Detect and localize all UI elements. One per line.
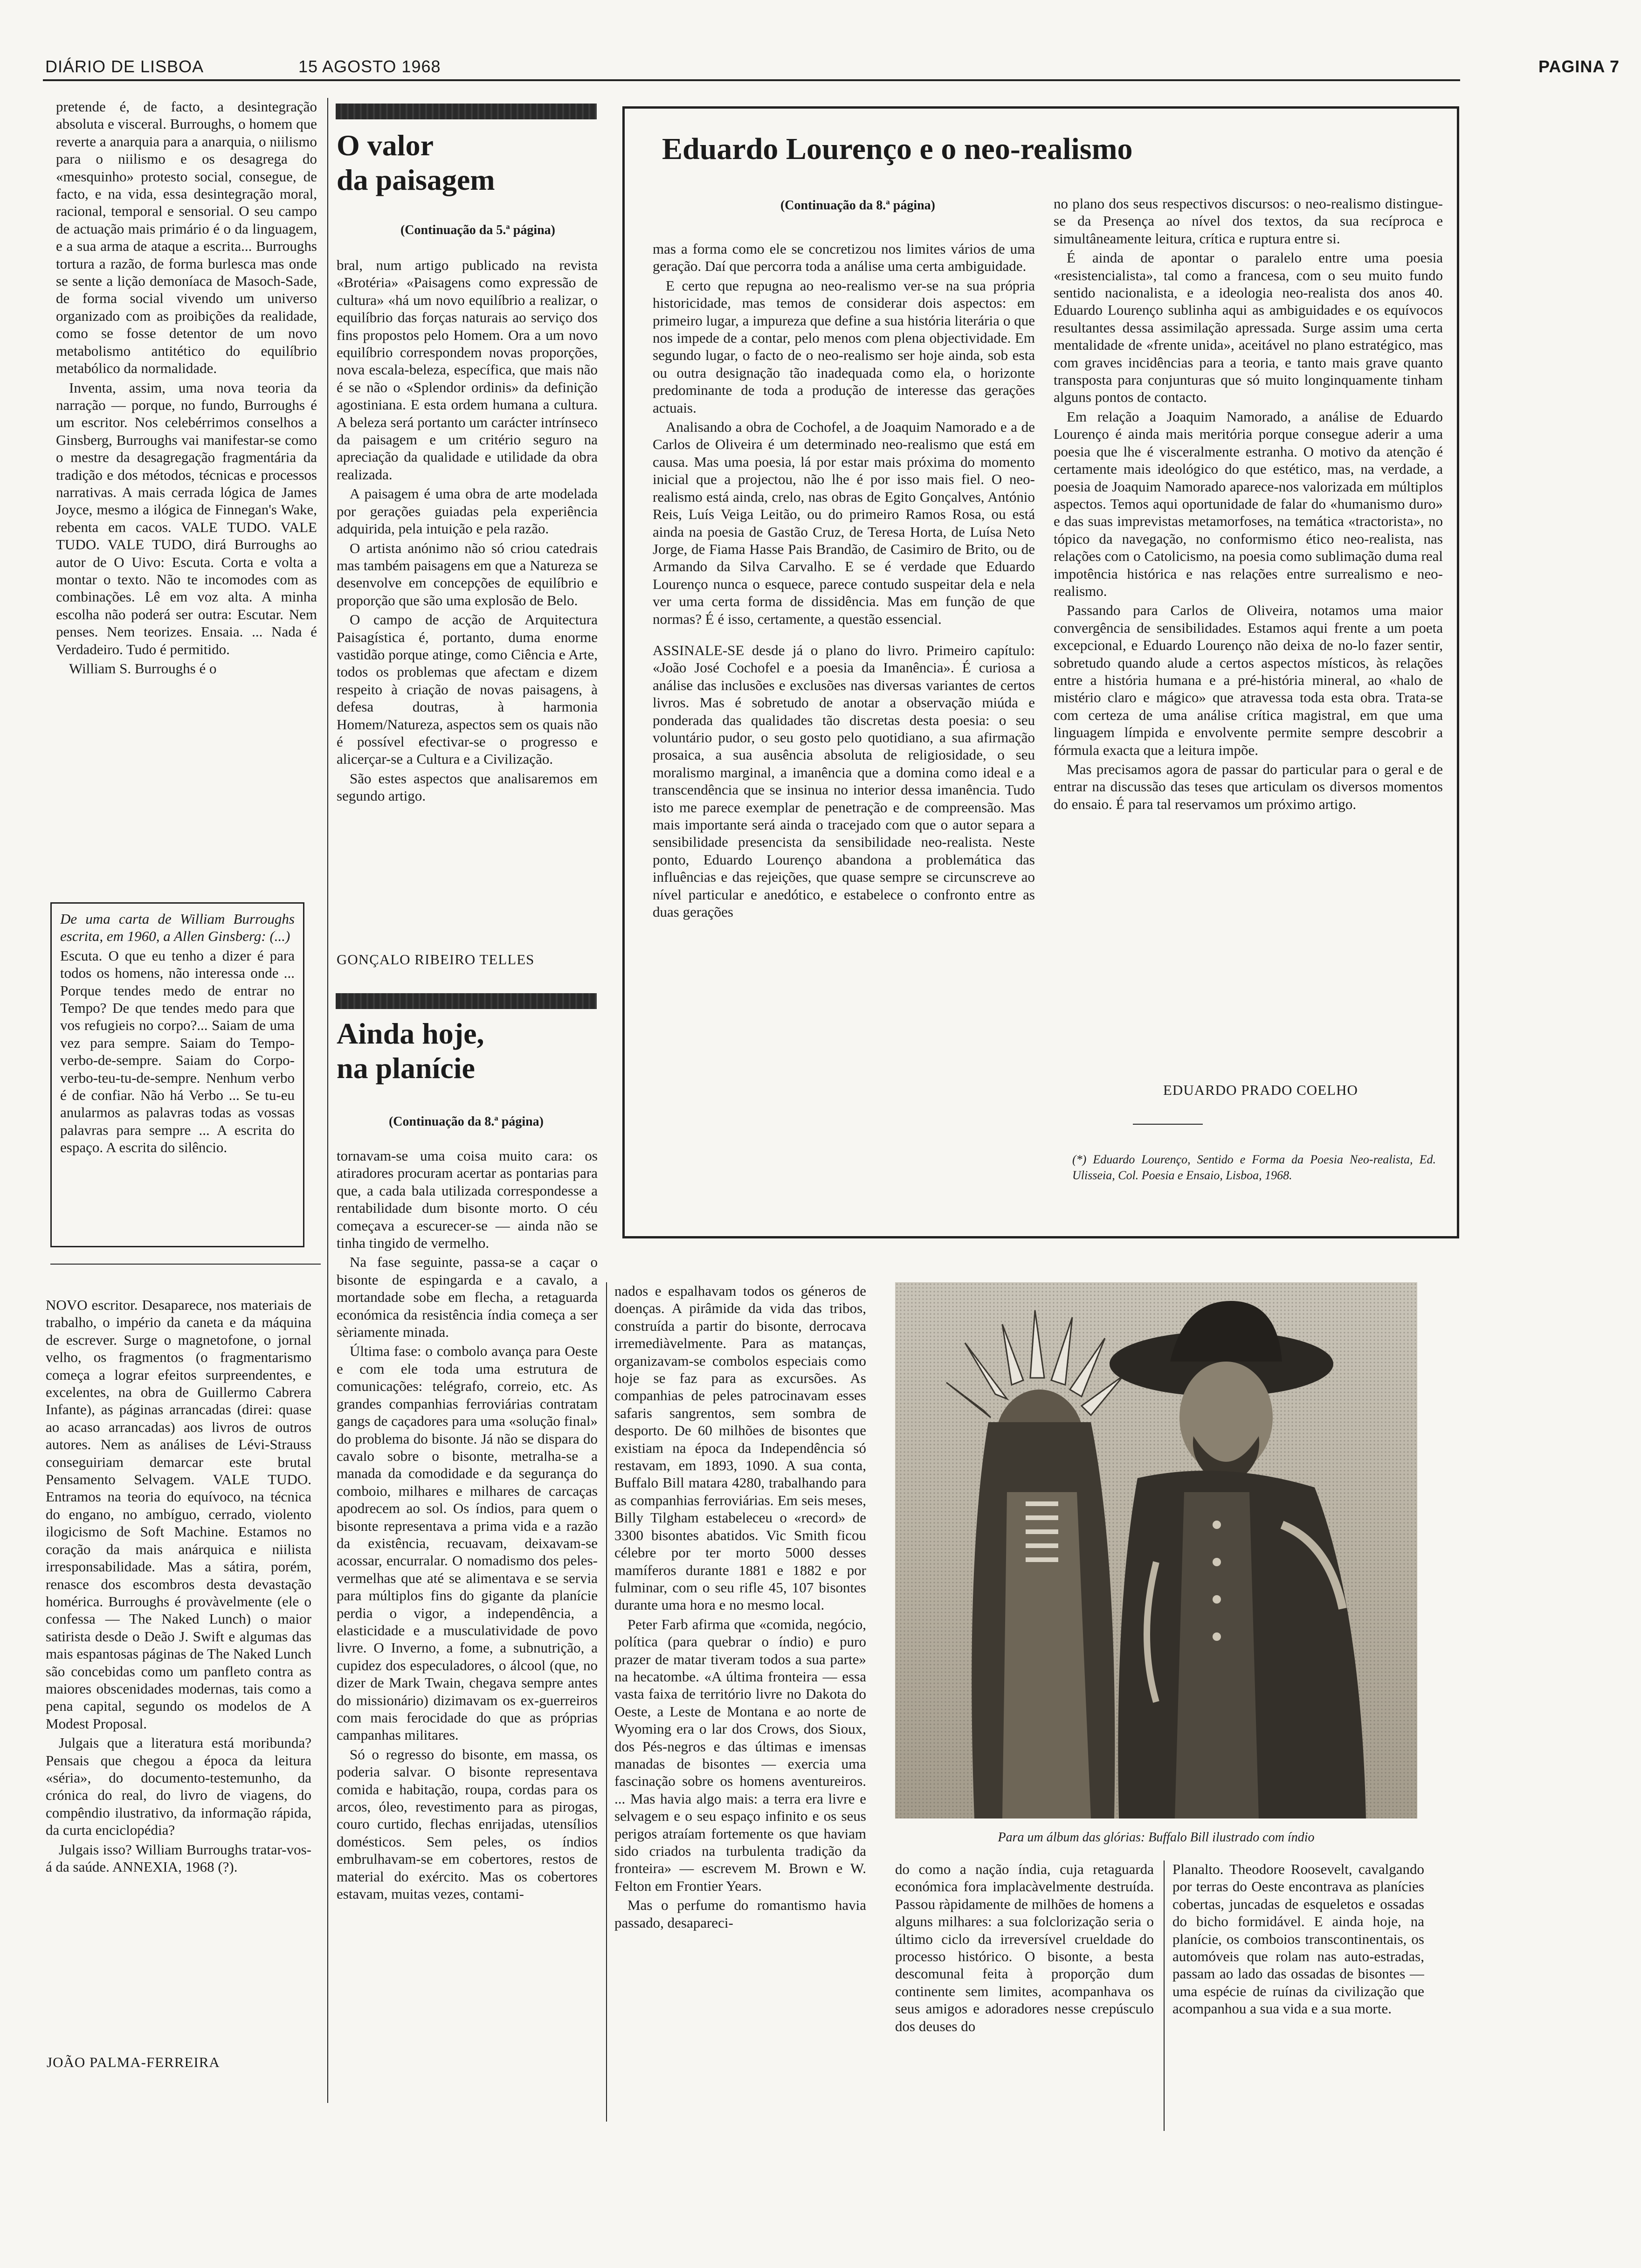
photo-illustration-icon bbox=[895, 1282, 1417, 1819]
ainda-continuation: (Continuação da 8.ª página) bbox=[388, 1114, 544, 1129]
lourenco-byline: EDUARDO PRADO COELHO bbox=[1163, 1082, 1358, 1098]
paragraph: Na fase seguinte, passa-se a caçar o bisonte de espingarda e a cavalo, a mortandade sobe em flecha, a retaguarda económica da resistência índia começa a ser sèriamente minada. bbox=[337, 1254, 598, 1341]
burroughs-body-bottom bbox=[46, 1296, 311, 2042]
burroughs-body-top bbox=[56, 98, 317, 846]
paragraph: bral, num artigo publicado na revista «Brotéria» «Paisagens como expressão de cultura» «há um novo equilíbrio a realizar, o equilíbrio das forças naturais ao serviço dos fins propostos pelo Homem. Ora a um novo equilíbrio correspondem novas proporções, nova escala-beleza, específica, que mais não é se não o «Splendor ordinis» da definição agostiniana. E esta ordem humana a cultura. A beleza será portanto um carácter intrínseco da paisagem e um critério seguro na apreciação da qualidade e utilidade da obra realizada. bbox=[337, 257, 598, 483]
burroughs-byline: JOÃO PALMA-FERREIRA bbox=[47, 2054, 220, 2070]
lourenco-col-1 bbox=[653, 240, 1035, 1224]
valor-title-line2: da paisagem bbox=[337, 163, 495, 196]
valor-continuation: (Continuação da 5.ª página) bbox=[400, 223, 555, 237]
header-rule bbox=[43, 79, 1460, 81]
paragraph: O campo de acção de Arquitectura Paisagística é, portanto, duma enorme vastidão porque atinge, como Ciência e Arte, todos os problemas que afectam e dizem respeito à criação de novas paisagens, à defesa doutras, à harmonia Homem/Natureza, aspectos sem os quais não é possível efectivar-se o progresso e alicerçar-se a Cultura e a Civilização. bbox=[337, 611, 598, 768]
lourenco-footnote: (*) Eduardo Lourenço, Sentido e Forma da Poesia Neo-realista, Ed. Ulisseia, Col. Poesia e Ensaio, Lisboa, 1968. bbox=[1072, 1153, 1436, 1182]
ainda-col-3 bbox=[895, 1860, 1154, 2150]
title-bar bbox=[336, 993, 597, 1009]
lourenco-col-2 bbox=[1054, 195, 1443, 1076]
ainda-title bbox=[337, 1016, 484, 1086]
footnote-rule bbox=[1133, 1124, 1203, 1125]
paragraph: tornavam-se uma coisa muito cara: os atiradores procuram acertar as pontarias para que, a cada bala utilizada correspondesse a rentabilidade dum bisonte morto. O céu começava a escurecer-se — ainda não se tinha tingido de vermelho. bbox=[337, 1148, 598, 1252]
paragraph: Inventa, assim, uma nova teoria da narração — porque, no fundo, Burroughs é um escritor. Nos celebérrimos conselhos a Ginsberg, Burroughs vai manifestar-se como o mestre da desagregação fragmentária da tradição e dos métodos, técnicas e processos narrativas. A mais cerrada lógica de James Joyce, mesmo a ilógica de Finnegan's Wake, rebenta em cacos. VALE TUDO. VALE TUDO. VALE TUDO, dirá Burroughs ao autor de O Uivo: Escuta. Corta e volta a montar o texto. Não te incomodes com as combinações. Lê em voz alta. A minha escolha não poderá ser outra: Escutar. Nem penses. Nem teorizes. Ensaia. ... Nada é Verdadeiro. Tudo é permitido. bbox=[56, 379, 317, 657]
paragraph: O artista anónimo não só criou catedrais mas também paisagens em que a Natureza se desenvolve em concepções de equilíbrio e proporção que são uma explosão de Belo. bbox=[337, 539, 598, 608]
paragraph: Mas precisamos agora de passar do particular para o geral e de entrar na discussão das teses que articulam os diversos momentos do ensaio. É para tal reservamos um próximo artigo. bbox=[1054, 761, 1443, 812]
paragraph: pretende é, de facto, a desintegração absoluta e visceral. Burroughs, o homem que reverte a anarquia para a anarquia, o niilismo para o niilismo e os desagrega do «mesquinho» protesto social, consegue, de facto, e na vida, essa desintegração moral, racional, temporal e sensorial. O seu campo de actuação mais primário é o da linguagem, e a sua arma de ataque a escrita... Burroughs tortura a razão, de forma burlesca mas onde se sente a lição demoníaca de Masoch-Sade, de forma social vivendo um universo organizado com as proibições da realidade, como se fosse detentor de um novo metabolismo antitético do equilíbrio metabólico da normalidade. bbox=[56, 98, 317, 377]
paragraph: Julgais isso? William Burroughs tratar-vos-á da saúde. ANNEXIA, 1968 (?). bbox=[46, 1841, 311, 1875]
ainda-col-1 bbox=[337, 1147, 598, 2145]
paragraph: NOVO escritor. Desaparece, nos materiais de trabalho, o império da caneta e da máquina de escrever. Surge o magnetofone, o jornal velho, os fragmentos (o fragmentarismo começa a lograr efeitos surpreendentes, e excelentes, na obra de Guillermo Cabrera Infante), as páginas arrancadas (direi: quase ao acaso arrancadas) aos livros de outros autores. Nem as análises de Lévi-Strauss conseguiriam demarcar este brutal Pensamento Selvagem. VALE TUDO. Entramos na teoria do equívoco, na técnica do engano, no ambíguo, cerrado, violento ilogicismo de Soft Machine. Estamos no coração da mais anárquica e niilista irresponsabilidade. Mas a sátira, porém, renasce dos escombros desta devastação homérica. Burroughs é provàvelmente (ele o confessa — The Naked Lunch) o maior satirista desde o Deão J. Swift e algumas das mais espantosas páginas de The Naked Lunch são concebidas como um panfleto contra as maiores obscenidades modernas, tais como a pena capital, segundo os modelos de A Modest Proposal. bbox=[46, 1297, 311, 1732]
lourenco-title: Eduardo Lourenço e o neo-realismo bbox=[662, 132, 1133, 166]
paragraph: Planalto. Theodore Roosevelt, cavalgando por terras do Oeste encontrava as planícies cobertas, juncadas de esqueletos e ossadas do bicho formidável. E ainda hoje, na planície, os comboios transcontinentais, os automóveis que rolam nas auto-estradas, passam ao lado das ossadas de bisontes — uma espécie de ruínas da civilização que acompanhou a sua vida e a sua morte. bbox=[1172, 1861, 1424, 2017]
quote-box bbox=[50, 902, 304, 1247]
paragraph: do como a nação índia, cuja retaguarda económica fora implacàvelmente destruída. Passou ràpidamente de milhões de homens a alguns milhares: a sua folclorização seria o último ciclo da irreversível crueldade do processo histórico. O bisonte, a besta descomunal feita à proporção dum continente sem limites, acompanhava os seus amigos e adoradores nesse crepúsculo dos deuses do bbox=[895, 1861, 1154, 2034]
quote-intro: De uma carta de William Burroughs escrita, em 1960, a Allen Ginsberg: (...) bbox=[60, 911, 295, 945]
newspaper-name: DIÁRIO DE LISBOA bbox=[45, 57, 204, 76]
paragraph: mas a forma como ele se concretizou nos limites vários de uma geração. Daí que percorra toda a análise uma certa ambiguidade. bbox=[653, 241, 1035, 275]
valor-body bbox=[337, 256, 598, 944]
valor-title bbox=[337, 128, 495, 197]
issue-date: 15 AGOSTO 1968 bbox=[298, 57, 441, 76]
valor-byline: GONÇALO RIBEIRO TELLES bbox=[337, 951, 535, 968]
paragraph: Peter Farb afirma que «comida, negócio, política (para quebrar o índio) e puro prazer de matar tiveram todos a sua parte» na hecatombe. «A última fronteira — essa vasta faixa de território livre no Dakota do Oeste, a Leste de Montana e ao norte de Wyoming era o lar dos Crows, dos Sioux, dos Pés-negros e das últimas e imensas manadas de bisontes — exercia uma fascinação sobre os homens aventureiros. ... Mas havia algo mais: a terra era livre e selvagem e o seu espaço infinito e os seus perigos atraíam fortemente os que haviam sido criados na turbulenta tradição da fronteira» — escrevem M. Brown e W. Felton em Frontier Years. bbox=[614, 1616, 866, 1894]
valor-title-line1: O valor bbox=[337, 129, 434, 162]
paragraph: São estes aspectos que analisaremos em segundo artigo. bbox=[337, 770, 598, 804]
column-rule bbox=[1164, 1860, 1165, 2131]
paragraph: William S. Burroughs é o bbox=[69, 660, 217, 677]
paragraph: Em relação a Joaquim Namorado, a análise de Eduardo Lourenço é ainda mais meritória porque consegue aderir a uma poesia que lhe é visceralmente estranha. O motivo da atenção é certamente mais ideológico do que estético, mas, na verdade, a poesia de Joaquim Namorado aparece-nos valorizada em múltiplos aspectos. Temos aqui oportunidade de falar do «humanismo duro» e das suas imprevistas metamorfoses, na temática «tractorista», no tópico da navegação, no conformismo ético neo-realista, nas relações com o Catolicismo, na poesia como sublimação duma real impotência histórica e nas relações entre surrealismo e neo-realismo. bbox=[1054, 408, 1443, 599]
column-rule bbox=[606, 1282, 607, 2122]
paragraph: Só o regresso do bisonte, em massa, os poderia salvar. O bisonte representava comida e habitação, roupa, cordas para os arcos, óleo, revestimento para as pirogas, couro curtido, flechas enrijadas, utensílios domésticos. Sem peles, os índios embrulhavam-se em cobertores, restos de material do exército. Mas os cobertores estavam, muitas vezes, contami- bbox=[337, 1746, 598, 1902]
ainda-col-2 bbox=[614, 1282, 866, 2145]
paragraph: Mas o perfume do romantismo havia passado, desapareci- bbox=[614, 1897, 866, 1931]
ainda-title-line2: na planície bbox=[337, 1051, 475, 1085]
page-number: PAGINA 7 bbox=[1538, 57, 1620, 76]
ainda-title-line1: Ainda hoje, bbox=[337, 1017, 484, 1050]
lourenco-continuation: (Continuação da 8.ª página) bbox=[780, 198, 935, 213]
column-rule bbox=[327, 98, 328, 2103]
paragraph: Analisando a obra de Cochofel, a de Joaquim Namorado e a de Carlos de Oliveira é um determinado neo-realismo que está em causa. Mas uma poesia, lá por estar mais próxima do momento inicial que a projectou, não lhe é por isso mais fiel. O neo-realismo está ainda, crelo, nas obras de Egito Gonçalves, António Reis, Luís Veiga Leitão, ou do primeiro Ramos Rosa, ou está ainda na poesia de Gastão Cruz, de Teresa Horta, de Luísa Neto Jorge, de Fiama Hasse Pais Brandão, de Casimiro de Brito, ou de Armando da Silva Carvalho. E se é verdade que Eduardo Lourenço nunca o esquece, parece contudo suspeitar dela e nela ver uma certa forma de dissidência. Mas em função de que normas? É é isso, certamente, a questão essencial. bbox=[653, 419, 1035, 627]
paragraph: Julgais que a literatura está moribunda? Pensais que chegou a época da leitura «séria», do documento-testemunho, da crónica do real, do livro de viagens, do compêndio ilustrativo, da informação rápida, da curta enciclopédia? bbox=[46, 1735, 311, 1839]
quote-text: Escuta. O que eu tenho a dizer é para todos os homens, não interessa onde ... Porque tendes medo de entrar no Tempo? De que tendes medo para que vos refugieis no corpo?... Saiam de uma vez para sempre. Saiam do Tempo-verbo-de-sempre. Saiam do Corpo-verbo-teu-tu-de-sempre. Nenhum verbo é de confiar. Não há Verbo ... Se tu-eu anularmos as palavras todas as vossas palavras para sempre ... A escrita do espaço. A escrita do silêncio. bbox=[60, 947, 295, 1156]
section-divider bbox=[50, 1264, 321, 1265]
photo-caption: Para um álbum das glórias: Buffalo Bill ilustrado com índio bbox=[998, 1830, 1315, 1845]
paragraph: no plano dos seus respectivos discursos: o neo-realismo distingue-se da Presença ao nível dos textos, da sua recíproca e simultâneamente leitura, crítica e ruptura entre si. bbox=[1054, 195, 1443, 247]
buffalo-bill-photo bbox=[895, 1282, 1417, 1819]
paragraph: nados e espalhavam todos os géneros de doenças. A pirâmide da vida das tribos, construída a partir do bisonte, derrocava irremediàvelmente. Para as matanças, organizavam-se combolos especiais como hoje se faz para as excursões. As companhias de peles patrocinavam esses safaris sangrentos, sem sombra de desporto. De 60 milhões de bisontes que existiam na época da Independência só restavam, em 1893, 1090. A sua conta, Buffalo Bill matara 4280, trabalhando para as companhias ferroviárias. Em seis meses, Billy Tilgham estabeleceu o «record» de 3300 bisontes abatidos. Vic Smith ficou célebre por ter morto 5000 desses mamíferos durante 1881 e 1882 e por fulminar, com o seu rifle 45, 107 bisontes durante uma hora e no mesmo local. bbox=[614, 1283, 866, 1613]
ainda-col-4 bbox=[1172, 1860, 1424, 2150]
paragraph: É ainda de apontar o paralelo entre uma poesia «resistencialista», tal como a francesa, com o seu muito fundo sentido nacionalista, e a ideologia neo-realista dos anos 40. Eduardo Lourenço sublinha aqui as ambiguidades e os equívocos resultantes dessa assimilação apressada. Surge assim uma certa mentalidade de «frente unida», aceitável no plano estratégico, mas com graves incidências para a teoria, e tanto mais grave quanto transposta para conjunturas que só muito longinquamente tinham alguns pontos de contacto. bbox=[1054, 249, 1443, 406]
paragraph: E certo que repugna ao neo-realismo ver-se na sua própria historicidade, mas temos de considerar dois aspectos: em primeiro lugar, a impureza que define a sua história literária o que nos impede de a contar, pelo menos com plena objectividade. Em segundo lugar, o facto de o neo-realismo ser hoje ainda, sob esta ou outra designação tão inadequada como ela, o horizonte predominante de toda a produção de interesse das gerações actuais. bbox=[653, 277, 1035, 416]
paragraph: A paisagem é uma obra de arte modelada por gerações guiadas pela experiência adquirida, pela intuição e pela razão. bbox=[337, 485, 598, 537]
title-bar bbox=[336, 104, 597, 119]
paragraph: ASSINALE-SE desde já o plano do livro. Primeiro capítulo: «João José Cochofel e a poesia da Imanência». É curiosa a análise das inclusões e exclusões nas diversas variantes de certos livros. Mas é sobretudo de anotar a observação miúda e ponderada das qualidades tão discretas desta poesia: o seu voluntário pudor, o seu gosto pelo quotidiano, a sua afirmação prosaica, a sua ausência absoluta de religiosidade, o seu moralismo marginal, a imanência que a domina como ideal e a transcendência que se insinua no interior dessa imanência. Tudo isto me parece exemplar de penetração e de compreensão. Mas mais importante será ainda o tracejado com que o autor separa a sensibilidade presencista da sensibilidade neo-realista. Neste ponto, Eduardo Lourenço abandona a problemática das influências e das rejeições, que quase sempre se circunscreve ao nível particular e anedótico, e estabelece o confronto entre as duas gerações bbox=[653, 642, 1035, 920]
paragraph: Última fase: o combolo avança para Oeste e com ele toda uma estrutura de comunicações: telégrafo, correio, etc. As grandes companhias ferroviárias contratam gangs de caçadores para uma «solução final» do problema do bisonte. Já não se dispara do cavalo sobre o bisonte, metralha-se a manada da comodidade e da segurança do comboio, milhares e milhares de carcaças apodrecem ao sol. Os índios, para quem o bisonte representava a prima vida e a razão da existência, recuavam, deixavam-se acossar, encurralar. O nomadismo dos peles-vermelhas que até se alimentava e se servia para múltiplos fins do gigante da planície perdia o vigor, a independência, a elasticidade e a musculatividade de povo livre. O Inverno, a fome, a subnutrição, a cupidez dos especuladores, o álcool (que, no dizer de Mark Twain, chegava sempre antes do missionário) dizimavam os ex-guerreiros com mais ferocidade do que as próprias campanhas militares. bbox=[337, 1343, 598, 1743]
paragraph: Passando para Carlos de Oliveira, notamos uma maior convergência de sensibilidades. Estamos aqui frente a um poeta excepcional, e Eduardo Lourenço não deixa de no-lo fazer sentir, sobretudo quando alude a certos aspectos místicos, às relações entre a história humana e a pré-história mineral, ao «halo de mistério claro e mágico» que atravessa toda esta obra. Trata-se com certeza de uma análise crítica magistral, em que uma linguagem límpida e envolvente permite sempre descobrir a fórmula exacta que a leitura impõe. bbox=[1054, 602, 1443, 758]
